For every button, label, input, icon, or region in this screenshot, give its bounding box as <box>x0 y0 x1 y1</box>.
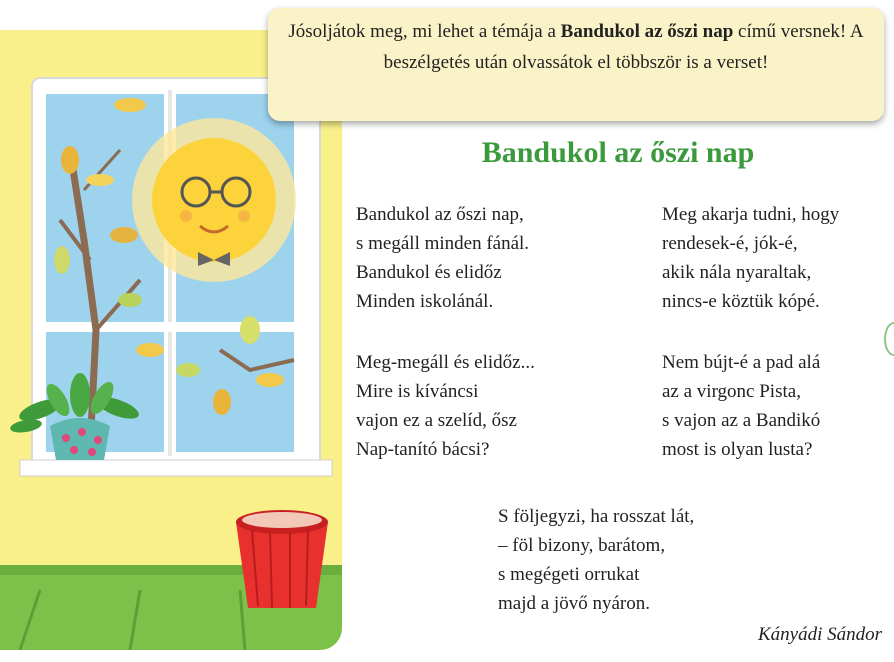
instruction-text-start: Jósoljátok meg, mi lehet a témája a <box>288 21 561 42</box>
poem-title: Bandukol az őszi nap <box>481 136 755 169</box>
stanza-3 <box>356 348 535 464</box>
poem-line: Mire is kíváncsi <box>356 381 479 402</box>
poem-line: s megáll minden fánál. <box>356 233 530 254</box>
stanza-2 <box>662 200 839 316</box>
poem-line: Minden iskolánál. <box>356 291 494 312</box>
stanza-4 <box>662 348 820 464</box>
poem-line: akik nála nyaraltak, <box>662 262 812 283</box>
poem-line: Bandukol és elidőz <box>356 262 502 283</box>
poem-line: majd a jövő nyáron. <box>498 593 650 614</box>
poem-line: vajon ez a szelíd, ősz <box>356 410 517 431</box>
instruction-box <box>268 8 884 121</box>
poem-line: s vajon az a Bandikó <box>662 410 821 431</box>
poem-author: Kányádi Sándor <box>757 624 882 645</box>
poem-line: s megégeti orrukat <box>498 564 640 585</box>
poem-line: rendesek-é, jók-é, <box>662 233 798 254</box>
page-edge-marker <box>884 322 894 356</box>
classroom-window-picture <box>0 30 342 650</box>
poem-line: Meg akarja tudni, hogy <box>662 204 840 225</box>
poem-line: most is olyan lusta? <box>662 439 813 460</box>
poem-line: S följegyzi, ha rosszat lát, <box>498 506 695 527</box>
instruction-text-end: című versnek! A beszélgetés után olvassátok el többször is a verset! <box>383 21 864 73</box>
instruction-bold-title: Bandukol az őszi nap <box>560 21 734 42</box>
poem-line: – föl bizony, barátom, <box>498 535 666 556</box>
stanza-5 <box>498 502 694 618</box>
poem-line: nincs-e köztük kópé. <box>662 291 820 312</box>
poem-line: Bandukol az őszi nap, <box>356 204 524 225</box>
poem-line: Meg-megáll és elidőz... <box>356 352 535 373</box>
stanza-1 <box>356 200 529 316</box>
window-illustration <box>0 30 342 650</box>
poem-line: az a virgonc Pista, <box>662 381 801 402</box>
poem-line: Nap-tanító bácsi? <box>356 439 490 460</box>
poem-line: Nem bújt-é a pad alá <box>662 352 821 373</box>
